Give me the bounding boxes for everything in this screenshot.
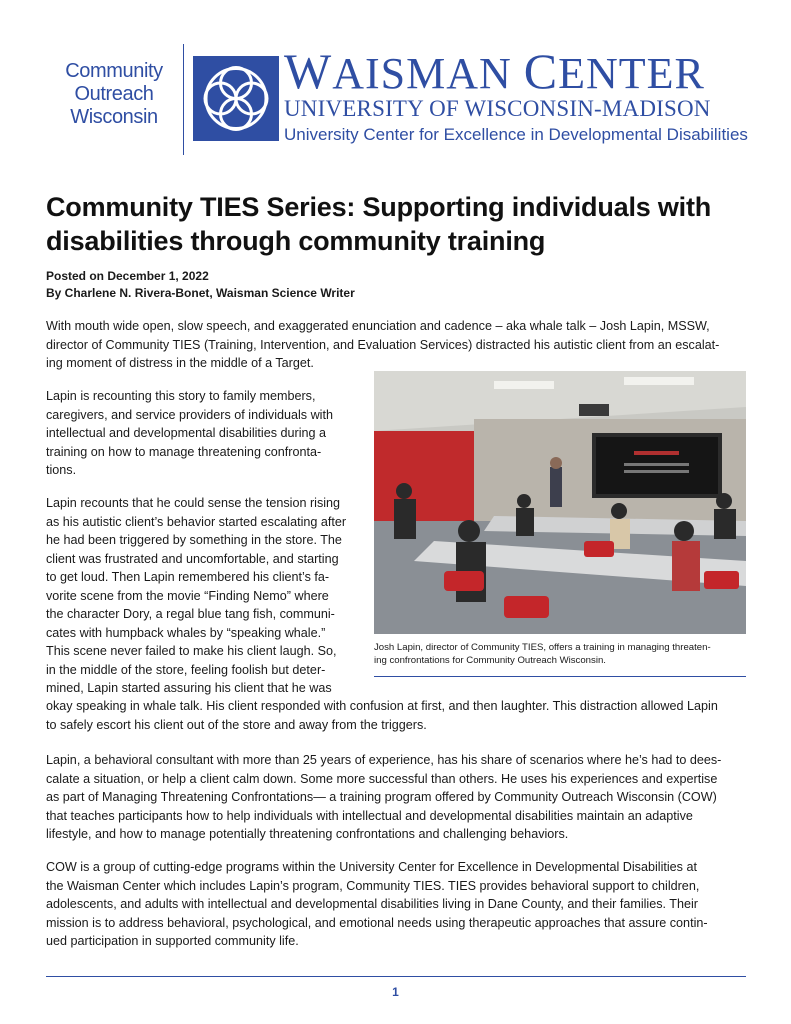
- paragraph-line: tions.: [46, 463, 77, 477]
- caption-line: Josh Lapin, director of Community TIES, offers a training in managing threaten-: [374, 642, 711, 653]
- paragraph-3: [46, 494, 371, 698]
- paragraph-line: the Waisman Center which includes Lapin’s program, Community TIES. TIES provides behavioral support to children,: [46, 878, 700, 893]
- page-number: 1: [392, 985, 399, 999]
- paragraph-line: as his autistic client’s behavior started escalating after: [46, 514, 347, 529]
- caption-line: ing confrontations for Community Outreach Wisconsin.: [374, 655, 606, 666]
- paragraph-line: he had been triggered by something in the store. The: [46, 533, 342, 547]
- paragraph-line: okay speaking in whale talk. His client responded with confusion at first, and then laughter. This distraction allowed Lapin: [46, 699, 718, 713]
- article-title: Community TIES Series: Supporting individuals with disabilities through community training: [46, 192, 712, 256]
- logo-line-3: Wisconsin: [70, 106, 158, 128]
- logo-line-1: Community: [65, 60, 163, 82]
- training-photo: [374, 371, 746, 634]
- paragraph-line: intellectual and developmental disabilities during a: [46, 426, 327, 440]
- paragraph-line: adolescents, and adults with intellectual and developmental disabilities living in Dane County, and their families. Their: [46, 897, 698, 911]
- waisman-center-wordmark: WAISMAN CENTER: [284, 43, 705, 99]
- posted-date: Posted on December 1, 2022: [46, 269, 209, 283]
- paragraph-line: mission is to address behavioral, psychological, and emotional needs using therapeutic approaches that assure contin-: [46, 915, 708, 930]
- photo-caption: [374, 641, 746, 667]
- paragraph-line: director of Community TIES (Training, Intervention, and Evaluation Services) distracted his autistic client from an escalat-: [46, 337, 720, 352]
- paragraph-5: [46, 858, 752, 951]
- byline: By Charlene N. Rivera-Bonet, Waisman Science Writer: [46, 286, 355, 300]
- waisman-center-logo: [284, 43, 754, 146]
- page-header: [48, 44, 748, 159]
- paragraph-1: [46, 317, 752, 373]
- paragraph-line: mined, Lapin started assuring his client that he was: [46, 681, 332, 695]
- paragraph-line: ued participation in supported community life.: [46, 934, 299, 948]
- community-outreach-wisconsin-logo: [48, 60, 180, 129]
- paragraph-line: to safely escort his client out of the store and away from the triggers.: [46, 717, 427, 732]
- paragraph-3-continued: [46, 697, 752, 734]
- paragraph-line: caregivers, and service providers of individuals with: [46, 407, 333, 422]
- paragraph-line: Lapin is recounting this story to family members,: [46, 389, 316, 403]
- paragraph-line: This scene never failed to make his client laugh. So,: [46, 644, 337, 658]
- paragraph-line: With mouth wide open, slow speech, and exaggerated enunciation and cadence – aka whale talk – Josh Lapin, MSSW,: [46, 319, 710, 333]
- paragraph-line: COW is a group of cutting-edge programs within the University Center for Excellence in Developmental Disabilities at: [46, 860, 697, 874]
- paragraph-line: to get loud. Then Lapin remembered his client’s fa-: [46, 570, 330, 584]
- paragraph-2: [46, 387, 371, 480]
- ucedd-name: University Center for Excellence in Developmental Disabilities: [284, 125, 748, 144]
- paragraph-line: as part of Managing Threatening Confrontations— a training program offered by Community Outreach Wisconsin (COW): [46, 790, 717, 804]
- paragraph-line: vorite scene from the movie “Finding Nemo” where: [46, 588, 329, 603]
- paragraph-line: Lapin, a behavioral consultant with more than 25 years of experience, has his share of scenarios where he’s had to dees-: [46, 753, 722, 767]
- paragraph-line: Lapin recounts that he could sense the tension rising: [46, 496, 341, 510]
- logo-line-2: Outreach: [74, 83, 154, 105]
- paragraph-line: ing moment of distress in the middle of a Target.: [46, 356, 314, 370]
- caption-rule: [374, 676, 746, 677]
- header-divider: [183, 44, 184, 155]
- interlocking-circles-icon: [193, 56, 279, 141]
- paragraph-line: calate a situation, or help a client calm down. Some more successful than others. He uses his experiences and expertise: [46, 771, 718, 786]
- university-name: UNIVERSITY OF WISCONSIN-MADISON: [284, 96, 711, 121]
- paragraph-line: in the middle of the store, feeling foolish but deter-: [46, 662, 326, 677]
- paragraph-4: [46, 751, 752, 844]
- paragraph-line: the character Dory, a regal blue tang fish, communi-: [46, 607, 335, 621]
- footer-rule: [46, 976, 746, 977]
- paragraph-line: training on how to manage threatening confronta-: [46, 444, 322, 459]
- article-meta: [46, 268, 355, 302]
- paragraph-line: that teaches participants how to help individuals with intellectual and developmental disabilities maintain an adaptive: [46, 808, 693, 823]
- paragraph-line: lifestyle, and how to manage potentially threatening confrontations and challenging behaviors.: [46, 827, 569, 841]
- paragraph-line: cates with humpback whales by “speaking whale.”: [46, 625, 326, 640]
- paragraph-line: client was frustrated and uncomfortable, and starting: [46, 551, 339, 566]
